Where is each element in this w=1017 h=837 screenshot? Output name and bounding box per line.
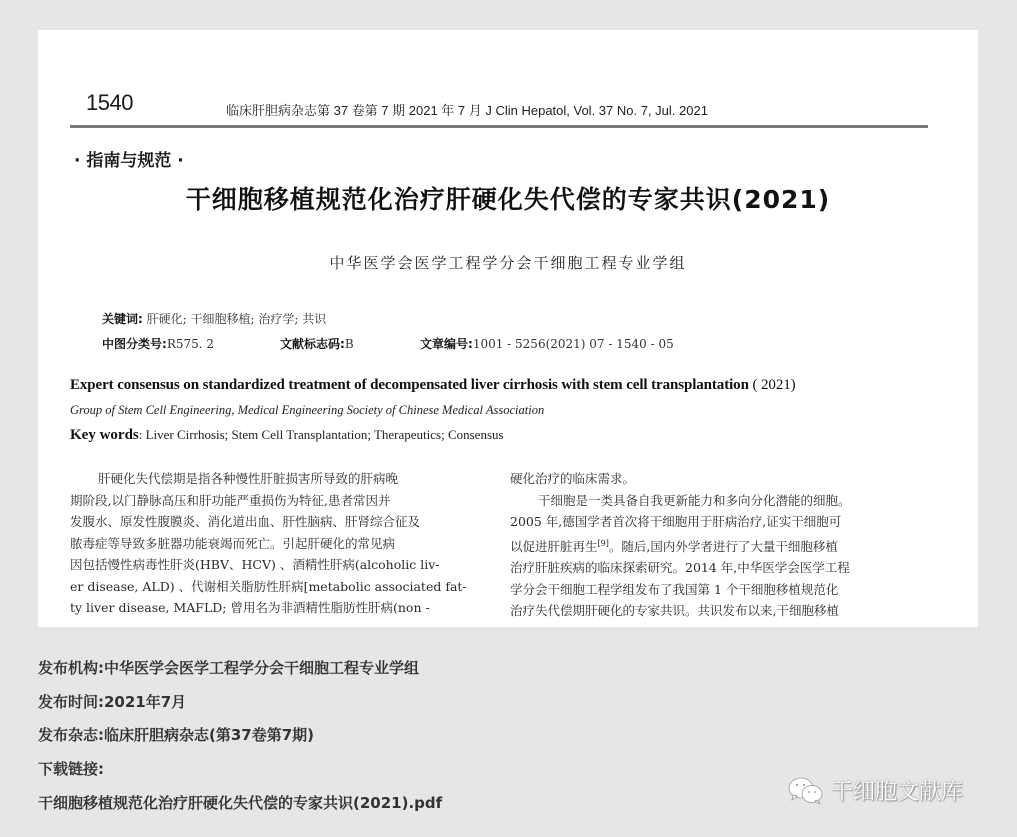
keywords-english	[70, 427, 504, 444]
keywords-label: 关键词:	[102, 312, 143, 326]
keywords-english-value: : Liver Cirrhosis; Stem Cell Transplantation; Therapeutics; Consensus	[138, 427, 504, 442]
authors-chinese: 中华医学会医学工程学分会干细胞工程专业学组	[329, 254, 687, 272]
download-link-pdf[interactable]: 干细胞移植规范化治疗肝硬化失代偿的专家共识(2021).pdf	[38, 794, 443, 812]
publish-date-info: 发布时间:2021年7月	[38, 693, 187, 711]
clc-number: 中图分类号:R575. 2	[102, 337, 215, 351]
wechat-icon	[787, 776, 825, 806]
header-rule	[70, 125, 928, 128]
document-page-image	[38, 30, 978, 627]
journal-info: 发布杂志:临床肝胆病杂志(第37卷第7期)	[38, 726, 315, 744]
reference-marker: [9]	[597, 538, 609, 548]
authors-english: Group of Stem Cell Engineering, Medical Engineering Society of Chinese Medical Association	[70, 403, 545, 417]
body-column-right: 硬化治疗的临床需求。 干细胞是一类具备自我更新能力和多向分化潜能的细胞。 2005 年,德国学者首次将干细胞用于肝病治疗,证实干细胞可 以促进肝脏再生[9]。随后,国内外学者进行了大量干细胞移植 治疗肝脏疾病的临床探索研究。2014 年,中华医学会医学工程 学分会干细胞工程学组发布了我国第 1 个干细胞移植规范化 治疗失代偿期肝硬化的专家共识。共识发布以来,干细胞移植	[510, 471, 851, 619]
article-number: 文章编号:1001 - 5256(2021) 07 - 1540 - 05	[420, 337, 674, 351]
title-chinese: 干细胞移植规范化治疗肝硬化失代偿的专家共识(2021)	[185, 185, 831, 214]
keywords-chinese	[102, 310, 326, 327]
publisher-info: 发布机构:中华医学会医学工程学分会干细胞工程专业学组	[38, 659, 420, 677]
page-number: 1540	[86, 90, 133, 115]
title-english: Expert consensus on standardized treatment of decompensated liver cirrhosis with stem cell transplantation ( 2021)	[70, 377, 796, 393]
journal-citation-line: 临床肝胆病杂志第 37 卷第 7 期 2021 年 7 月 J Clin Hepatol, Vol. 37 No. 7, Jul. 2021	[226, 103, 708, 118]
body-column-left: 肝硬化失代偿期是指各种慢性肝脏损害所导致的肝病晚 期阶段,以门静脉高压和肝功能严重损伤为特征,患者常因并 发腹水、原发性腹膜炎、消化道出血、肝性脑病、肝肾综合征及 脓毒症等导致多脏器功能衰竭而死亡。引起肝硬化的常见病 因包括慢性病毒性肝炎(HBV、HCV) 、酒精性肝病(alcoholic liv- er disease, ALD) 、代谢相关脂肪性肝病[metabolic associated fat- ty liver disease, MAFLD; 曾用名为非酒精性脂肪性肝病(non -	[70, 471, 467, 615]
watermark	[787, 775, 963, 806]
keywords-value: 肝硬化; 干细胞移植; 治疗学; 共识	[146, 312, 327, 326]
download-label: 下载链接:	[38, 760, 104, 778]
running-head	[86, 90, 928, 120]
watermark-text: 干细胞文献库	[831, 780, 964, 805]
column-label: · 指南与规范 ·	[74, 151, 184, 171]
keywords-english-label: Key words	[70, 427, 139, 443]
document-code: 文献标志码:B	[280, 337, 354, 351]
